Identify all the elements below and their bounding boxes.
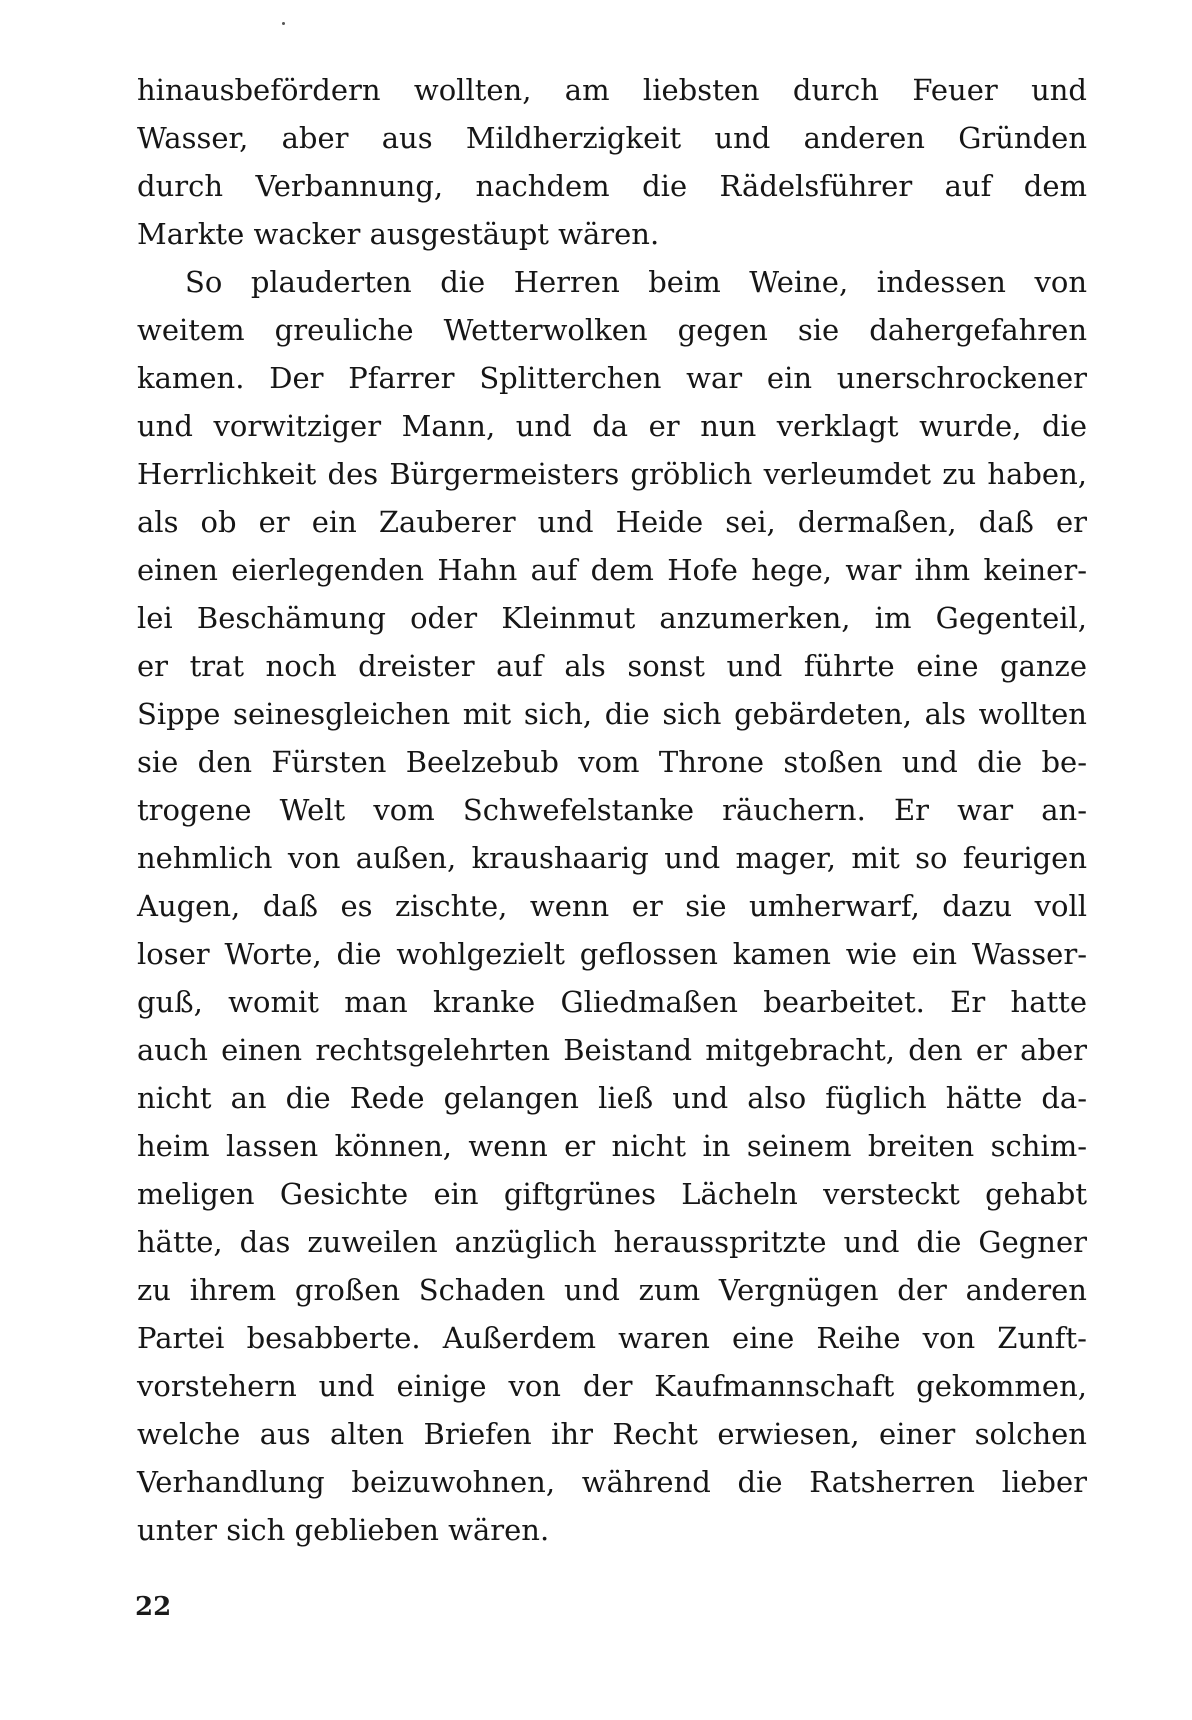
text-line: Verhandlung beizuwohnen, während die Ratsherren lieber (137, 1465, 1087, 1499)
paragraph-start-line: So plauderten die Herren beim Weine, indessen von (185, 265, 1087, 299)
text-line: weitem greuliche Wetterwolken gegen sie dahergefahren (137, 313, 1087, 347)
text-line: nehmlich von außen, kraushaarig und mager, mit so feurigen (137, 841, 1087, 875)
text-line: Herrlichkeit des Bürgermeisters gröblich verleumdet zu haben, (137, 457, 1087, 491)
text-line: sie den Fürsten Beelzebub vom Throne stoßen und die be- (137, 745, 1087, 779)
page-number: 22 (135, 1592, 172, 1622)
text-line: als ob er ein Zauberer und Heide sei, dermaßen, daß er (137, 505, 1087, 539)
text-line: nicht an die Rede gelangen ließ und also füglich hätte da- (137, 1081, 1087, 1115)
text-line: heim lassen können, wenn er nicht in seinem breiten schim- (137, 1129, 1087, 1163)
text-line: vorstehern und einige von der Kaufmannschaft gekommen, (137, 1369, 1087, 1403)
print-speck (282, 22, 285, 25)
text-line: er trat noch dreister auf als sonst und führte eine ganze (137, 649, 1087, 683)
text-line: welche aus alten Briefen ihr Recht erwiesen, einer solchen (137, 1417, 1087, 1451)
text-line: durch Verbannung, nachdem die Rädelsführer auf dem (137, 169, 1087, 203)
text-line: loser Worte, die wohlgezielt geflossen kamen wie ein Wasser- (137, 937, 1087, 971)
text-line: kamen. Der Pfarrer Splitterchen war ein unerschrockener (137, 361, 1087, 395)
text-line: einen eierlegenden Hahn auf dem Hofe hege, war ihm keiner- (137, 553, 1087, 587)
text-line: Partei besabberte. Außerdem waren eine Reihe von Zunft- (137, 1321, 1087, 1355)
text-line: Augen, daß es zischte, wenn er sie umherwarf, dazu voll (137, 889, 1087, 923)
text-line: trogene Welt vom Schwefelstanke räuchern. Er war an- (137, 793, 1087, 827)
text-line: Wasser, aber aus Mildherzigkeit und anderen Gründen (137, 121, 1087, 155)
body-text (137, 66, 1087, 1554)
text-line: auch einen rechtsgelehrten Beistand mitgebracht, den er aber (137, 1033, 1087, 1067)
text-line: guß, womit man kranke Gliedmaßen bearbeitet. Er hatte (137, 985, 1087, 1019)
text-line: Sippe seinesgleichen mit sich, die sich gebärdeten, als wollten (137, 697, 1087, 731)
paragraph-end-line: unter sich geblieben wären. (137, 1513, 550, 1547)
text-line: meligen Gesichte ein giftgrünes Lächeln versteckt gehabt (137, 1177, 1087, 1211)
text-line: lei Beschämung oder Kleinmut anzumerken, im Gegenteil, (137, 601, 1087, 635)
text-line: hinausbefördern wollten, am liebsten durch Feuer und (137, 73, 1087, 107)
text-line: und vorwitziger Mann, und da er nun verklagt wurde, die (137, 409, 1087, 443)
paragraph-end-line: Markte wacker ausgestäupt wären. (137, 217, 660, 251)
text-line: zu ihrem großen Schaden und zum Vergnügen der anderen (137, 1273, 1087, 1307)
text-line: hätte, das zuweilen anzüglich herausspritzte und die Gegner (137, 1225, 1087, 1259)
